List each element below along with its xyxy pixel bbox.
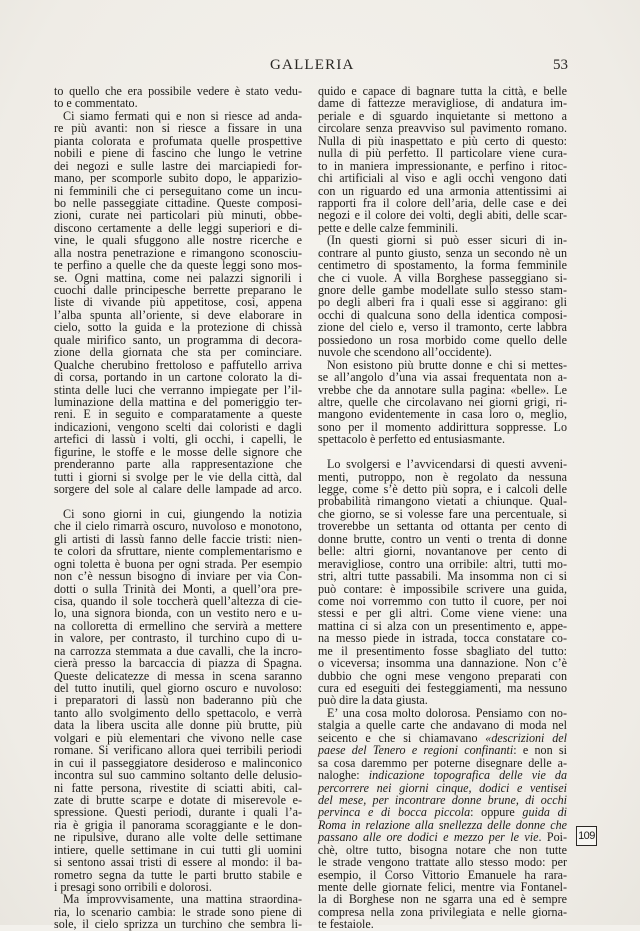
text-line: bo nelle passeggiate cittadine. Queste composi- <box>54 195 302 210</box>
text-line: legge, come s’è detto più sopra, e i calcoli delle <box>318 482 567 496</box>
text-line: ne ripulsive, durano alle volte delle settimane <box>54 830 302 845</box>
text-line: altre, quelle che circolavano nei giorni grigi, ri- <box>318 394 567 409</box>
text-line: Ci siamo fermati qui e non si riesce ad anda- <box>63 108 302 123</box>
text-line: dame di fattezze meravigliose, di andatura im- <box>318 96 567 111</box>
text-line: percorrere nei giorni cinque, dodici e ventisei <box>318 780 567 795</box>
text-line: indicazioni, vengono scelti dai coloristi e dagli <box>54 419 302 434</box>
text-line: zione del cielo e, verso il tramonto, certe labbra <box>318 320 567 335</box>
text-line: menti, putroppo, non è regolato da nessuna <box>318 469 567 484</box>
roman-text: : e non si <box>513 743 567 758</box>
roman-text: : oppure <box>470 805 523 820</box>
text-line: troverebbe un settanta od ottanta per cento di <box>318 519 567 534</box>
text-line: intiere, quelle settimane in cui tutti gli uomini <box>54 842 302 857</box>
page-marker-box: 109 <box>576 826 597 846</box>
text-line: gli artisti di lassù fanno delle faccie tristi: nien- <box>54 531 302 546</box>
italic-text: guida di <box>522 805 568 820</box>
running-title: GALLERIA <box>270 57 355 73</box>
text-line: te perfino a quelle che da queste leggi sono mos- <box>54 258 302 273</box>
text-line: luminazione della mattina e del pomeriggio ter- <box>54 394 302 409</box>
text-line: cuochi dalle principesche berrette preparano le <box>54 283 302 297</box>
text-line: ni femminili che ci perseguitano come un incu- <box>54 183 302 198</box>
text-line: chi artificiali al viso e agli occhi vengono dati <box>318 171 567 186</box>
page-number: 53 <box>553 57 568 73</box>
text-line: stessi e per gli altri. Come viene viene: una <box>318 606 567 621</box>
text-line: può dire la data giusta. <box>318 693 428 708</box>
text-line: può contare: è impossibile scrivere una guida, <box>318 581 567 596</box>
text-line: ria, lo scenario cambia: le strade sono piene di <box>54 904 302 919</box>
text-line: donne brutte, contro un venti o trenta di donne <box>318 531 567 546</box>
text-line: si sentono assai tristi di essere al mondo: il ba- <box>54 855 302 870</box>
text-line: rapporti fra il colore dell’aria, delle case e dei <box>318 195 567 210</box>
text-line: lo, una signora bionda, con un vestito nero e u- <box>54 606 302 621</box>
text-line: zate di brutte scarpe e dotate di miserevole e- <box>54 792 302 807</box>
text-line: centimetro di spostamento, la forma femminile <box>318 258 567 273</box>
text-line: Nulla di più inaspettato e più certo di questo: <box>318 133 567 148</box>
text-line: che il cielo rimarrà oscuro, nuvoloso e monotono, <box>54 519 302 534</box>
text-line: quido e capace di bagnare tutta la città, e belle <box>318 84 567 98</box>
text-line: ni fatte persona, rivestite di sciatti abiti, cal- <box>54 780 302 795</box>
text-line: dei negozi e sulle lastre dei marciapiedi for- <box>54 158 302 173</box>
text-line: spressione. Questi periodi, durante i quali l’a- <box>54 805 302 820</box>
text-line: le strade vengono trattate allo stesso modo: per <box>318 855 567 870</box>
text-line: dubbio che ogni mese vengono preparati con <box>318 668 567 683</box>
text-line <box>318 831 567 843</box>
text-line: Roma in relazione alla snellezza delle donne che <box>318 817 567 832</box>
text-line: na messo piede in istrada, tocca constatare co- <box>318 631 567 646</box>
text-line: te colori da sfruttare, niente complementarismo e <box>54 544 302 559</box>
text-line: quale mirifico santo, un programma di decora- <box>54 332 302 347</box>
text-line: mano, per scomporle subito dopo, le apparizio- <box>54 171 302 186</box>
text-line: sorgere del sole al calare delle lampade ad arco. <box>54 482 302 496</box>
text-line: la di Borghese non ne sgarra una ed è sempre <box>318 892 567 907</box>
text-line: se. Ogni mattina, come nei palazzi signorili i <box>54 270 302 285</box>
text-line: probabilità rimangono vietati a chiunque. Qual- <box>318 494 567 509</box>
text-line: Ma improvvisamente, una mattina straordina- <box>63 892 302 907</box>
paragraph-gap <box>54 495 302 507</box>
text-line: incontra sul suo cammino soltanto delle delusio- <box>54 768 302 783</box>
text-line: in valore, per contrasto, il turchino cupo di u- <box>54 631 302 646</box>
text-line: Ci sono giorni in cui, giungendo la notizia <box>63 506 302 521</box>
text-line: dotti o sulla Trinità dei Monti, a quell’ora pre- <box>54 581 302 596</box>
italic-text: passano alle ore dodici e mezzo per le vie <box>318 830 539 845</box>
text-line: ogni toletta è buona per ogni strada. Per esempio <box>54 556 302 571</box>
roman-text: seicento e che si chiamavano <box>318 730 486 745</box>
text-line: Queste delicatezze di messa in scena saranno <box>54 668 302 683</box>
italic-text: indicazione topografica delle vie da <box>368 768 568 783</box>
text-line: alla nostra penetrazione e rimangono sconosciu- <box>54 245 302 260</box>
text-line: nobili e piene di fascino che lungo le vetrine <box>54 146 302 161</box>
text-line: me il presentimento fosse sbagliato del tutto: <box>318 643 567 658</box>
text-line: meravigliose, contro una orribile: altri, tutti mo- <box>318 556 567 571</box>
text-line: stalgia a quelle carte che andavano di moda nel <box>318 718 567 733</box>
text-line: tutti i giorni si svolge per le vie della città, dal <box>54 469 302 484</box>
text-line: chè, oltre tutto, bisogna notare che non tutte <box>318 842 567 857</box>
text-line: data la libera uscita alle donne più brutte, più <box>54 718 302 733</box>
text-line: negozi e il colore dei volti, degli abiti, delle scar- <box>318 208 567 223</box>
text-line <box>318 744 567 756</box>
text-line: cielo, sotto la guida e la protezione di chissà <box>54 320 302 335</box>
text-line: prenderanno parte alla rappresentazione che <box>54 457 302 472</box>
text-line: compresa nella zona privilegiata e nelle giorna- <box>318 904 567 919</box>
text-line: Non esistono più brutte donne e chi si mettes- <box>327 357 567 372</box>
text-line: na colloretta di ermellino che servirà a mettere <box>54 618 302 633</box>
text-line: periale e di sguardo inquietante si mettono a <box>318 108 567 123</box>
text-line: sole, il cielo sprizza un turchino che sembra li- <box>54 917 302 931</box>
text-line: occhi di qualcuna sono della identica composi- <box>318 307 567 322</box>
text-line: ria è grigia il panorama scoraggiante e le don- <box>54 817 302 832</box>
text-line: E’ una cosa molto dolorosa. Pensiamo con no- <box>327 705 567 720</box>
right-text-column <box>318 85 567 931</box>
roman-text: naloghe: <box>318 768 369 783</box>
text-line: po degli alberi fra i quali esse si aggirano: gli <box>318 295 567 310</box>
text-line: zione della giornata che sta per cominciare. <box>54 345 302 360</box>
text-line: sa cosa daremmo per poterne disegnare delle a- <box>318 755 567 770</box>
left-text-column <box>54 85 302 931</box>
text-line: i presagi sono orribili e dolorosi. <box>54 880 212 894</box>
text-line: (In questi giorni si può esser sicuri di in- <box>327 233 567 248</box>
text-line: vrebbe che da annotare sulla pagina: «belle». Le <box>318 382 567 397</box>
text-line: Qualche cherubino frettoloso e paffutello arriva <box>54 357 302 372</box>
italic-text: paese del Tenero e regioni confinanti <box>318 743 514 758</box>
text-line: nulla di più perfetto. Il particolare viene cura- <box>318 146 567 161</box>
text-line: del tutto inutili, quel giorno oscuro e nuvoloso: <box>54 681 302 695</box>
roman-text: . Poi- <box>538 830 567 845</box>
text-line: o viceversa; insomma una dannazione. Non c’è <box>318 656 567 671</box>
text-line: zioni, curate nei particolari più minuti, obbe- <box>54 208 302 223</box>
text-line: to quello che era possibile vedere è stato vedu- <box>54 84 302 98</box>
text-line: non c’è nessun bisogno di inviare per via Con- <box>54 569 302 584</box>
text-line: to e commentato. <box>54 96 138 111</box>
text-line: volgari e più elementari che vivono nelle case <box>54 730 302 745</box>
text-line: circolare senza preavviso sul pavimento romano. <box>318 121 567 136</box>
text-line: figurine, le stoffe e le mosse delle signore che <box>54 444 302 459</box>
text-line: mattina ci si alza con un presentimento e, appe- <box>318 618 567 633</box>
text-line: spettacolo è perfetto ed entusiasmante. <box>318 432 506 447</box>
text-line: con un riguardo ed una armonia attentissimi ai <box>318 183 567 198</box>
text-line: reni. E in seguito e comparatamente a queste <box>54 407 302 422</box>
text-line: Lo svolgersi e l’avvicendarsi di questi avveni- <box>327 457 567 472</box>
text-line: pianta colorata e profumata quelle prospettive <box>54 133 302 148</box>
text-line: i preparatori di lassù non baderanno più che <box>54 693 302 708</box>
text-line: possiedono un rosa morbido come quello delle <box>318 332 567 347</box>
text-line: di corsa, portando in un cartone colorato la di- <box>54 370 302 385</box>
text-line: mente delle giornate felici, mentre via Fontanel- <box>318 880 567 894</box>
text-line: sono per il momento addirittura soppresse. Lo <box>318 419 567 434</box>
text-line: in cui il passeggiatore desideroso e malinconico <box>54 755 302 770</box>
text-line: esempio, il Corso Vittorio Emanuele ha rara- <box>318 867 567 882</box>
text-line: stinta delle luci che verranno impiegate per l’il- <box>54 382 302 397</box>
text-line: l’alba spunta all’oriente, si deve elaborare in <box>54 307 302 322</box>
text-line: stri, altri tutte passabili. Ma insomma non ci si <box>318 569 567 584</box>
italic-text: pervinca e di bocca piccola <box>318 805 471 820</box>
text-line: che giorno, se si volesse fare una percentuale, si <box>318 506 567 521</box>
text-line: te festaiole. <box>318 917 374 931</box>
text-line: pette e delle calze femminili. <box>318 220 459 235</box>
text-line <box>318 769 567 781</box>
text-line: romane. Si verificano allora quei terribili periodi <box>54 743 302 758</box>
text-line: tanto allo svolgimento dello spettacolo, e verrà <box>54 705 302 720</box>
italic-text: «descrizioni del <box>485 730 567 745</box>
text-line: contrare al punto giusto, senza un secondo nè un <box>318 245 567 260</box>
text-line: artefici di lassù i volti, gli occhi, i capelli, le <box>54 432 302 447</box>
text-line: belle: altri giorni, novantanove per cento di <box>318 544 567 559</box>
text-line: vine, le quali sfuggono alle nostre ricerche e <box>54 233 302 248</box>
text-line <box>318 806 567 818</box>
text-line: come noi vorremmo con tutto il cuore, per noi <box>318 593 567 608</box>
text-line: cura ed eseguiti dei festeggiamenti, ma nessuno <box>318 681 567 695</box>
text-line: mangono evidentemente in casa loro o, meglio, <box>318 407 567 422</box>
text-line: rometro segna da tutte le parti brutto stabile e <box>54 867 302 882</box>
text-line: se all’angolo d’una via assai frequentata non a- <box>318 370 567 385</box>
text-line: to in maniera impressionante, e perfino i ritoc- <box>318 158 567 173</box>
text-line: che ci vuole. A villa Borghese passeggiano si- <box>318 270 567 285</box>
text-line: nuvole che scendono all’occidente). <box>318 345 492 360</box>
text-line: discono certamente a delle leggi superiori e di- <box>54 220 302 235</box>
text-line: na carrozza stemmata a due cavalli, che la incro- <box>54 643 302 658</box>
text-line: liste di vivande più appetitose, così, appena <box>54 295 302 310</box>
text-line: cierà presso la barcaccia di piazza di Spagna. <box>54 656 302 671</box>
text-line: re più avanti: non si riesce a fissare in una <box>54 121 302 136</box>
text-line: cisa, quando il sole toccherà quell’altezza di cie- <box>54 593 302 608</box>
text-line: del mese, per incontrare donne brune, di occhi <box>318 792 567 807</box>
text-line: gnore delle gambe modellate sullo stesso stam- <box>318 283 567 297</box>
